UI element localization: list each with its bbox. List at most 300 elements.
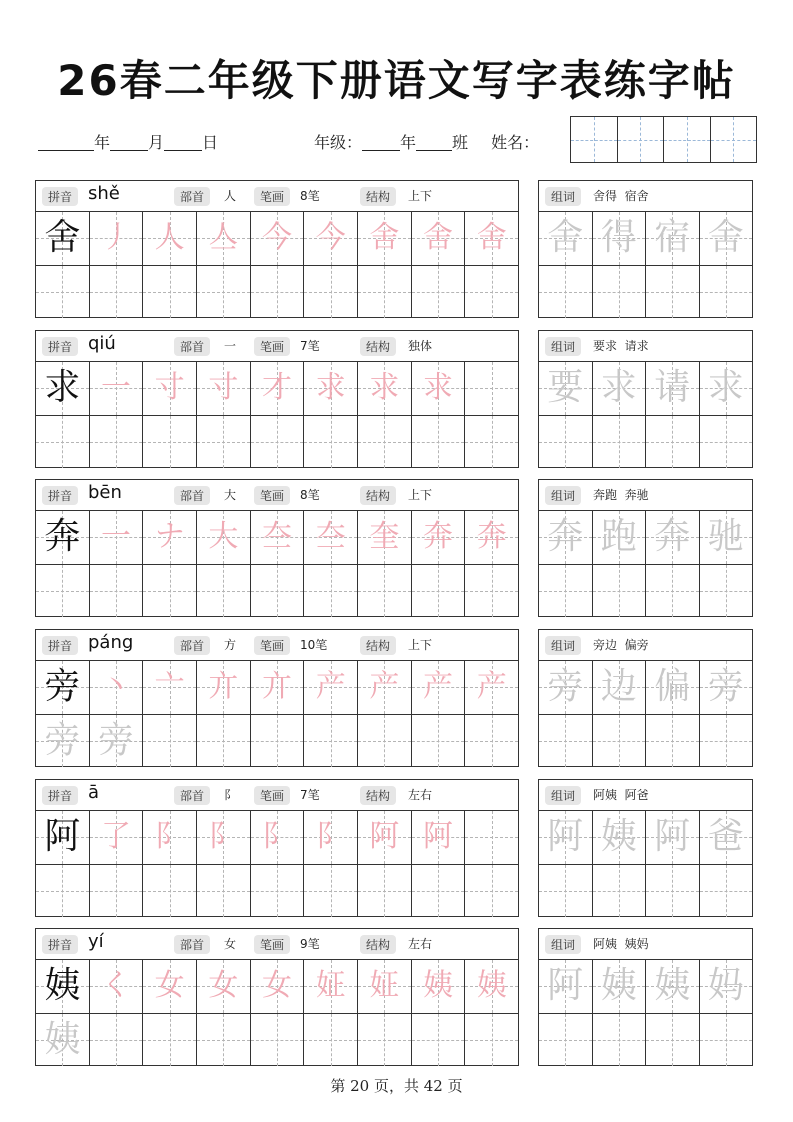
char-info-header <box>36 780 518 811</box>
writing-cell[interactable] <box>465 511 518 564</box>
writing-cell[interactable] <box>358 266 412 319</box>
writing-cell[interactable] <box>251 266 305 319</box>
stroke-step: 阿 <box>369 819 400 855</box>
char-practice-block <box>35 330 519 468</box>
grade-label: 年级： <box>314 133 363 152</box>
writing-cell[interactable] <box>90 416 144 469</box>
words-tag: 组词 <box>545 187 581 206</box>
word-trace-character: 爸 <box>707 816 744 858</box>
writing-cell[interactable] <box>36 811 90 864</box>
writing-cell[interactable] <box>36 362 90 415</box>
writing-cell[interactable] <box>90 715 144 768</box>
stroke-step: 阿 <box>423 819 454 855</box>
writing-cell[interactable] <box>197 266 251 319</box>
writing-cell[interactable] <box>143 1014 197 1067</box>
word-writing-cell[interactable] <box>539 416 593 469</box>
words-value: 奔跑 奔驰 <box>593 488 649 502</box>
stroke-step: 亣 <box>262 669 293 705</box>
writing-cell[interactable] <box>197 811 251 864</box>
writing-cell[interactable] <box>143 212 197 265</box>
class-label: 班 <box>452 133 469 152</box>
word-writing-cell[interactable] <box>539 212 593 265</box>
word-practice-block <box>538 479 753 617</box>
words-header <box>539 480 752 511</box>
writing-cell[interactable] <box>143 266 197 319</box>
strokes-value: 7笔 <box>300 339 320 353</box>
words-header <box>539 780 752 811</box>
word-writing-cell[interactable] <box>646 661 700 714</box>
writing-cell[interactable] <box>251 565 305 618</box>
writing-cell[interactable] <box>304 1014 358 1067</box>
writing-cell[interactable] <box>197 865 251 918</box>
writing-cell[interactable] <box>304 511 358 564</box>
writing-cell[interactable] <box>465 266 518 319</box>
word-writing-cell[interactable] <box>593 565 647 618</box>
writing-cell[interactable] <box>358 565 412 618</box>
writing-cell[interactable] <box>358 960 412 1013</box>
writing-cell[interactable] <box>465 715 518 768</box>
word-writing-cell[interactable] <box>646 715 700 768</box>
pinyin-tag: 拼音 <box>42 187 78 206</box>
word-writing-cell[interactable] <box>539 661 593 714</box>
word-writing-cell[interactable] <box>700 212 753 265</box>
name-cell[interactable] <box>664 117 711 162</box>
writing-cell[interactable] <box>90 362 144 415</box>
word-writing-cell[interactable] <box>700 865 753 918</box>
word-writing-cell[interactable] <box>646 1014 700 1067</box>
stroke-step: 舍 <box>369 220 400 256</box>
word-writing-cell[interactable] <box>646 266 700 319</box>
pinyin-value: yí <box>88 931 104 952</box>
stroke-step: 产 <box>369 669 400 705</box>
word-writing-cell[interactable] <box>539 715 593 768</box>
words-value: 舍得 宿舍 <box>593 189 649 203</box>
writing-cell[interactable] <box>412 266 466 319</box>
stroke-step: く <box>101 968 131 1004</box>
word-writing-cell[interactable] <box>593 362 647 415</box>
structure-tag: 结构 <box>360 786 396 805</box>
stroke-step: 今 <box>262 220 293 256</box>
stroke-step: 寸 <box>208 370 239 406</box>
writing-cell[interactable] <box>36 865 90 918</box>
writing-cell[interactable] <box>412 715 466 768</box>
word-trace-character: 跑 <box>600 516 637 558</box>
stroke-step: 产 <box>315 669 346 705</box>
words-tag: 组词 <box>545 786 581 805</box>
writing-cell[interactable] <box>412 811 466 864</box>
word-trace-character: 奔 <box>547 516 584 558</box>
writing-cell[interactable] <box>358 1014 412 1067</box>
writing-cell[interactable] <box>36 715 90 768</box>
writing-cell[interactable] <box>358 865 412 918</box>
writing-cell[interactable] <box>90 661 144 714</box>
writing-cell[interactable] <box>143 811 197 864</box>
writing-cell[interactable] <box>412 661 466 714</box>
words-header <box>539 331 752 362</box>
stroke-step: 大 <box>208 519 239 555</box>
writing-cell[interactable] <box>36 1014 90 1067</box>
name-grid[interactable] <box>570 116 757 163</box>
main-character: 求 <box>44 367 81 409</box>
writing-cell[interactable] <box>412 1014 466 1067</box>
writing-cell[interactable] <box>90 212 144 265</box>
trace-character: 姨 <box>44 1018 81 1060</box>
writing-cell[interactable] <box>412 960 466 1013</box>
writing-cell[interactable] <box>304 661 358 714</box>
writing-cell[interactable] <box>251 212 305 265</box>
writing-cell[interactable] <box>465 212 518 265</box>
stroke-step: 求 <box>315 370 346 406</box>
structure-tag: 结构 <box>360 187 396 206</box>
pinyin-value: páng <box>88 632 134 653</box>
writing-cell[interactable] <box>90 1014 144 1067</box>
stroke-step: 夳 <box>315 519 346 555</box>
word-writing-cell[interactable] <box>700 811 753 864</box>
main-character: 旁 <box>44 666 81 708</box>
word-writing-cell[interactable] <box>700 1014 753 1067</box>
stroke-step: 产 <box>476 669 507 705</box>
word-writing-cell[interactable] <box>700 715 753 768</box>
word-writing-cell[interactable] <box>700 960 753 1013</box>
class-line <box>314 130 539 153</box>
radical-value: 大 <box>224 488 237 502</box>
word-trace-character: 偏 <box>654 666 691 708</box>
writing-cell[interactable] <box>412 416 466 469</box>
writing-cell[interactable] <box>358 715 412 768</box>
writing-cell[interactable] <box>251 362 305 415</box>
word-writing-cell[interactable] <box>593 511 647 564</box>
writing-cell[interactable] <box>304 865 358 918</box>
word-writing-cell[interactable] <box>539 960 593 1013</box>
word-writing-cell[interactable] <box>646 511 700 564</box>
writing-cell[interactable] <box>251 715 305 768</box>
radical-tag: 部首 <box>174 337 210 356</box>
word-practice-block <box>538 180 753 318</box>
word-trace-character: 求 <box>707 367 744 409</box>
stroke-step: 丿 <box>101 220 131 256</box>
words-value: 阿姨 阿爸 <box>593 788 649 802</box>
word-writing-cell[interactable] <box>539 565 593 618</box>
main-character: 阿 <box>44 816 81 858</box>
char-practice-block <box>35 779 519 917</box>
writing-cell[interactable] <box>36 212 90 265</box>
strokes-value: 10笔 <box>300 638 328 652</box>
word-practice-block <box>538 330 753 468</box>
structure-value: 上下 <box>408 638 433 652</box>
stroke-step: 一 <box>101 519 131 555</box>
writing-cell[interactable] <box>465 811 518 864</box>
writing-cell[interactable] <box>412 212 466 265</box>
word-writing-cell[interactable] <box>646 565 700 618</box>
word-trace-character: 舍 <box>707 217 744 259</box>
writing-cell[interactable] <box>251 865 305 918</box>
name-cell[interactable] <box>571 117 618 162</box>
word-trace-character: 得 <box>600 217 637 259</box>
radical-value: 阝 <box>224 788 237 802</box>
writing-cell[interactable] <box>90 811 144 864</box>
word-writing-cell[interactable] <box>646 362 700 415</box>
word-writing-cell[interactable] <box>539 266 593 319</box>
word-trace-character: 舍 <box>547 217 584 259</box>
writing-cell[interactable] <box>304 266 358 319</box>
strokes-tag: 笔画 <box>254 337 290 356</box>
year-blank[interactable] <box>38 134 94 151</box>
page-footer: 第 20 页，共 42 页 <box>330 1077 463 1095</box>
writing-cell[interactable] <box>251 811 305 864</box>
radical-tag: 部首 <box>174 786 210 805</box>
strokes-tag: 笔画 <box>254 636 290 655</box>
strokes-tag: 笔画 <box>254 187 290 206</box>
writing-cell[interactable] <box>143 661 197 714</box>
stroke-step: 阝 <box>208 819 239 855</box>
writing-cell[interactable] <box>143 362 197 415</box>
writing-cell[interactable] <box>358 416 412 469</box>
writing-cell[interactable] <box>197 1014 251 1067</box>
word-writing-cell[interactable] <box>700 661 753 714</box>
writing-cell[interactable] <box>412 511 466 564</box>
stroke-step: 亣 <box>208 669 239 705</box>
writing-cell[interactable] <box>251 960 305 1013</box>
stroke-step: 夳 <box>262 519 293 555</box>
writing-cell[interactable] <box>412 565 466 618</box>
writing-cell[interactable] <box>143 511 197 564</box>
stroke-step: 亼 <box>208 220 239 256</box>
word-writing-cell[interactable] <box>539 511 593 564</box>
word-trace-character: 宿 <box>654 217 691 259</box>
word-trace-character: 妈 <box>707 965 744 1007</box>
writing-cell[interactable] <box>465 960 518 1013</box>
pinyin-tag: 拼音 <box>42 636 78 655</box>
day-label: 日 <box>202 133 219 152</box>
writing-cell[interactable] <box>465 362 518 415</box>
writing-cell[interactable] <box>90 865 144 918</box>
writing-cell[interactable] <box>36 266 90 319</box>
word-writing-cell[interactable] <box>593 416 647 469</box>
words-value: 要求 请求 <box>593 339 649 353</box>
writing-cell[interactable] <box>143 715 197 768</box>
writing-cell[interactable] <box>197 661 251 714</box>
word-writing-cell[interactable] <box>593 811 647 864</box>
stroke-step: 舍 <box>476 220 507 256</box>
writing-cell[interactable] <box>197 212 251 265</box>
writing-cell[interactable] <box>465 1014 518 1067</box>
word-writing-cell[interactable] <box>593 266 647 319</box>
word-trace-character: 旁 <box>547 666 584 708</box>
writing-cell[interactable] <box>304 362 358 415</box>
stroke-step: 女 <box>208 968 239 1004</box>
word-writing-cell[interactable] <box>646 416 700 469</box>
word-writing-cell[interactable] <box>539 1014 593 1067</box>
word-trace-character: 姨 <box>600 965 637 1007</box>
word-trace-character: 驰 <box>707 516 744 558</box>
stroke-step: 求 <box>369 370 400 406</box>
grade-year-label: 年 <box>400 133 417 152</box>
writing-cell[interactable] <box>197 511 251 564</box>
radical-value: 人 <box>224 189 237 203</box>
word-trace-character: 旁 <box>707 666 744 708</box>
writing-cell[interactable] <box>197 960 251 1013</box>
month-blank[interactable] <box>110 134 148 151</box>
radical-value: 方 <box>224 638 237 652</box>
writing-cell[interactable] <box>358 511 412 564</box>
writing-cell[interactable] <box>304 565 358 618</box>
strokes-tag: 笔画 <box>254 935 290 954</box>
name-cell[interactable] <box>618 117 665 162</box>
word-writing-cell[interactable] <box>700 266 753 319</box>
day-blank[interactable] <box>164 134 202 151</box>
writing-cell[interactable] <box>36 661 90 714</box>
writing-cell[interactable] <box>143 960 197 1013</box>
radical-tag: 部首 <box>174 935 210 954</box>
stroke-step: 奔 <box>423 519 454 555</box>
word-trace-character: 阿 <box>547 816 584 858</box>
word-writing-cell[interactable] <box>593 661 647 714</box>
main-character: 姨 <box>44 965 81 1007</box>
pinyin-tag: 拼音 <box>42 486 78 505</box>
stroke-step: 阝 <box>262 819 293 855</box>
writing-cell[interactable] <box>197 416 251 469</box>
writing-cell[interactable] <box>304 960 358 1013</box>
month-label: 月 <box>148 133 165 152</box>
writing-cell[interactable] <box>90 960 144 1013</box>
writing-cell[interactable] <box>358 212 412 265</box>
date-line <box>38 130 218 153</box>
writing-cell[interactable] <box>304 416 358 469</box>
word-writing-cell[interactable] <box>646 960 700 1013</box>
stroke-step: 才 <box>262 370 293 406</box>
word-writing-cell[interactable] <box>539 362 593 415</box>
pinyin-value: bēn <box>88 482 122 503</box>
structure-tag: 结构 <box>360 935 396 954</box>
writing-cell[interactable] <box>90 511 144 564</box>
writing-cell[interactable] <box>304 212 358 265</box>
stroke-step: 阝 <box>154 819 185 855</box>
writing-cell[interactable] <box>251 1014 305 1067</box>
word-writing-cell[interactable] <box>700 511 753 564</box>
stroke-step: 一 <box>101 370 131 406</box>
structure-value: 左右 <box>408 937 433 951</box>
writing-cell[interactable] <box>465 661 518 714</box>
stroke-step: ナ <box>154 519 185 555</box>
writing-cell[interactable] <box>412 865 466 918</box>
word-writing-cell[interactable] <box>646 212 700 265</box>
stroke-step: 奔 <box>476 519 507 555</box>
writing-cell[interactable] <box>251 661 305 714</box>
word-writing-cell[interactable] <box>646 865 700 918</box>
writing-cell[interactable] <box>358 661 412 714</box>
strokes-value: 8笔 <box>300 189 320 203</box>
writing-cell[interactable] <box>143 865 197 918</box>
main-character: 奔 <box>44 516 81 558</box>
writing-cell[interactable] <box>36 960 90 1013</box>
char-practice-block <box>35 629 519 767</box>
stroke-step: 奎 <box>369 519 400 555</box>
structure-tag: 结构 <box>360 636 396 655</box>
radical-tag: 部首 <box>174 636 210 655</box>
writing-cell[interactable] <box>90 565 144 618</box>
word-writing-cell[interactable] <box>593 865 647 918</box>
writing-cell[interactable] <box>90 266 144 319</box>
pinyin-value: ā <box>88 782 100 803</box>
word-trace-character: 要 <box>547 367 584 409</box>
writing-cell[interactable] <box>143 416 197 469</box>
writing-cell[interactable] <box>358 811 412 864</box>
pinyin-tag: 拼音 <box>42 935 78 954</box>
word-writing-cell[interactable] <box>700 565 753 618</box>
radical-tag: 部首 <box>174 486 210 505</box>
pinyin-value: qiú <box>88 333 116 354</box>
structure-value: 上下 <box>408 488 433 502</box>
writing-cell[interactable] <box>465 565 518 618</box>
main-character: 舍 <box>44 217 81 259</box>
writing-cell[interactable] <box>36 565 90 618</box>
writing-cell[interactable] <box>251 416 305 469</box>
writing-cell[interactable] <box>304 811 358 864</box>
stroke-step: 今 <box>315 220 346 256</box>
words-value: 阿姨 姨妈 <box>593 937 649 951</box>
grade-blank[interactable] <box>362 134 400 151</box>
name-cell[interactable] <box>711 117 757 162</box>
word-writing-cell[interactable] <box>593 715 647 768</box>
word-writing-cell[interactable] <box>646 811 700 864</box>
writing-cell[interactable] <box>143 565 197 618</box>
word-trace-character: 阿 <box>654 816 691 858</box>
word-practice-block <box>538 928 753 1066</box>
writing-cell[interactable] <box>197 715 251 768</box>
char-info-header <box>36 630 518 661</box>
word-writing-cell[interactable] <box>593 1014 647 1067</box>
char-info-header <box>36 181 518 212</box>
radical-tag: 部首 <box>174 187 210 206</box>
word-writing-cell[interactable] <box>539 811 593 864</box>
word-writing-cell[interactable] <box>593 212 647 265</box>
strokes-tag: 笔画 <box>254 786 290 805</box>
pinyin-tag: 拼音 <box>42 337 78 356</box>
name-label: 姓名： <box>491 133 540 152</box>
writing-cell[interactable] <box>36 416 90 469</box>
stroke-step: 人 <box>154 220 185 256</box>
writing-cell[interactable] <box>412 362 466 415</box>
word-writing-cell[interactable] <box>593 960 647 1013</box>
strokes-tag: 笔画 <box>254 486 290 505</box>
writing-cell[interactable] <box>197 362 251 415</box>
writing-cell[interactable] <box>36 511 90 564</box>
word-writing-cell[interactable] <box>700 416 753 469</box>
stroke-step: 姃 <box>315 968 346 1004</box>
writing-cell[interactable] <box>358 362 412 415</box>
writing-cell[interactable] <box>465 865 518 918</box>
structure-value: 上下 <box>408 189 433 203</box>
year-label: 年 <box>94 133 111 152</box>
word-writing-cell[interactable] <box>539 865 593 918</box>
stroke-step: 寸 <box>154 370 185 406</box>
word-trace-character: 奔 <box>654 516 691 558</box>
char-practice-block <box>35 928 519 1066</box>
writing-cell[interactable] <box>304 715 358 768</box>
structure-value: 左右 <box>408 788 433 802</box>
writing-cell[interactable] <box>465 416 518 469</box>
writing-cell[interactable] <box>251 511 305 564</box>
writing-cell[interactable] <box>197 565 251 618</box>
char-practice-block <box>35 479 519 617</box>
char-info-header <box>36 480 518 511</box>
structure-tag: 结构 <box>360 337 396 356</box>
trace-character: 旁 <box>44 719 81 761</box>
word-writing-cell[interactable] <box>700 362 753 415</box>
class-blank[interactable] <box>416 134 452 151</box>
words-tag: 组词 <box>545 935 581 954</box>
word-trace-character: 求 <box>600 367 637 409</box>
